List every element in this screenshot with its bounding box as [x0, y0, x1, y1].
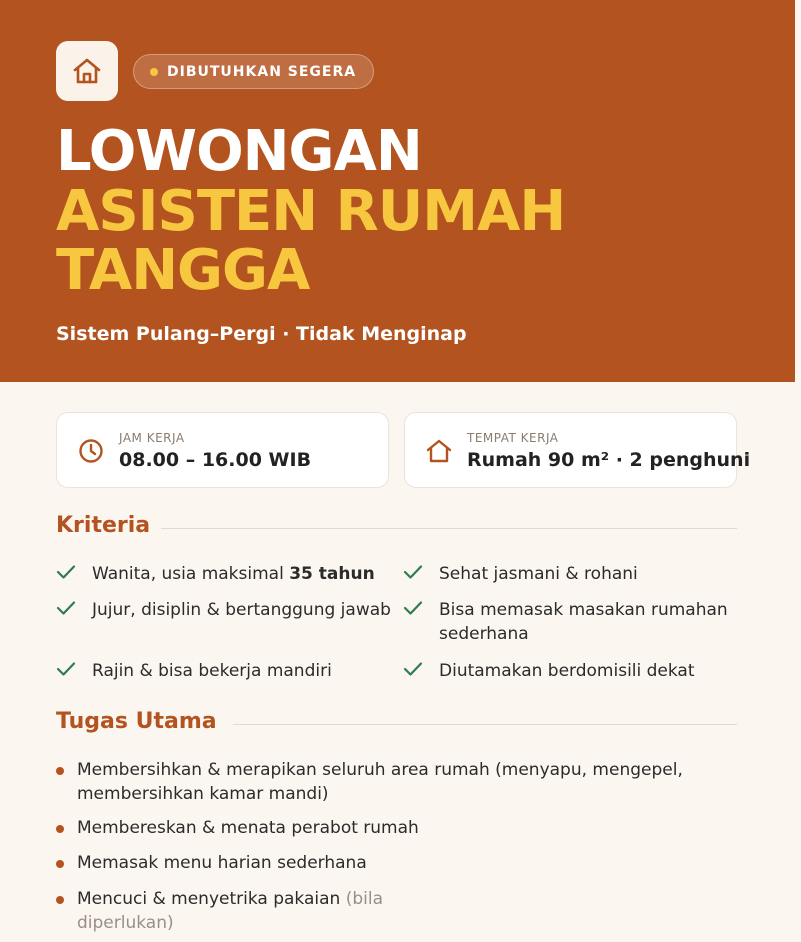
title-line-2: ASISTEN RUMAH — [56, 179, 566, 244]
title-line-1: LOWONGAN — [56, 119, 422, 184]
check-icon — [403, 661, 423, 677]
clock-icon — [77, 437, 105, 465]
house-icon — [71, 55, 103, 87]
check-icon — [56, 600, 76, 616]
urgent-badge — [133, 54, 374, 89]
criteria-item — [403, 659, 733, 683]
badge-dot — [150, 68, 158, 76]
subtitle: Sistem Pulang–Pergi · Tidak Menginap — [56, 323, 467, 345]
criteria-text: Rajin & bisa bekerja mandiri — [92, 661, 332, 681]
task-item — [56, 758, 716, 806]
criteria-text: Diutamakan berdomisili dekat — [439, 661, 695, 681]
criteria-item — [403, 598, 733, 646]
bullet-dot — [56, 896, 64, 904]
hero-header — [0, 0, 795, 382]
title-line-3: TANGGA — [56, 238, 310, 303]
divider — [161, 528, 737, 529]
task-item — [56, 851, 716, 875]
bullet-dot — [56, 825, 64, 833]
task-text: Mencuci & menyetrika pakaian (bila diperlukan) — [77, 889, 384, 933]
bullet-dot — [56, 860, 64, 868]
task-text: Membersihkan & merapikan seluruh area rumah (menyapu, mengepel, membersihkan kamar mandi) — [77, 760, 683, 804]
criteria-text: Sehat jasmani & rohani — [439, 564, 638, 584]
check-icon — [403, 600, 423, 616]
info-card-place — [404, 412, 751, 488]
card-value: Rumah 90 m² · 2 penghuni — [467, 449, 751, 471]
tasks-heading: Tugas Utama — [56, 709, 217, 734]
card-label: TEMPAT KERJA — [467, 431, 559, 445]
criteria-text: Bisa memasak masakan rumahan sederhana — [439, 600, 728, 644]
check-icon — [403, 564, 423, 580]
info-card-hours — [56, 412, 389, 488]
task-text: Memasak menu harian sederhana — [77, 853, 367, 873]
check-icon — [56, 661, 76, 677]
logo-badge — [56, 41, 118, 101]
criteria-item — [56, 659, 396, 683]
criteria-item — [403, 562, 733, 586]
task-text: Membereskan & menata perabot rumah — [77, 818, 419, 838]
bullet-dot — [56, 767, 64, 775]
criteria-heading: Kriteria — [56, 513, 151, 538]
card-value: 08.00 – 16.00 WIB — [119, 449, 312, 471]
check-icon — [56, 564, 76, 580]
task-item — [56, 816, 716, 840]
badge-label: DIBUTUHKAN SEGERA — [167, 63, 357, 80]
task-item — [56, 887, 716, 935]
house-icon — [425, 437, 453, 465]
criteria-text: Wanita, usia maksimal 35 tahun — [92, 564, 375, 584]
criteria-item — [56, 562, 396, 586]
criteria-item — [56, 598, 396, 622]
divider — [233, 724, 737, 725]
card-label: JAM KERJA — [119, 431, 185, 445]
criteria-text: Jujur, disiplin & bertanggung jawab — [92, 600, 391, 620]
